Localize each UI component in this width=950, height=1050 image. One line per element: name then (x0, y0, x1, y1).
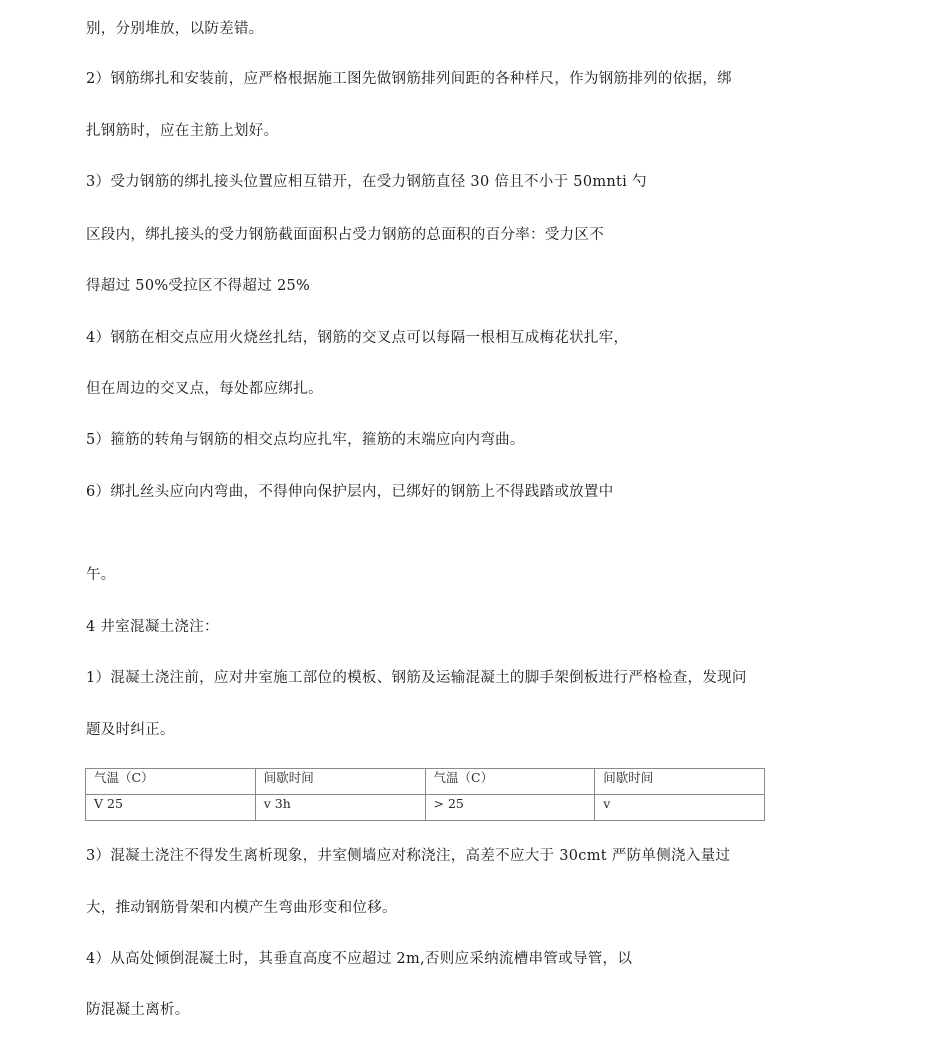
table-cell: V 25 (86, 795, 256, 821)
table-header-cell: 间歇时间 (595, 769, 765, 795)
paragraph-line: 午。 (86, 567, 116, 583)
paragraph-line: 4）从高处倾倒混凝土时，其垂直高度不应超过 2m,否则应采纳流槽串管或导管，以 (86, 951, 633, 967)
paragraph-line: 得超过 50%受拉区不得超过 25% (86, 278, 311, 294)
table-cell: v (595, 795, 765, 821)
temperature-interval-table (85, 768, 765, 821)
table-cell: v 3h (255, 795, 425, 821)
paragraph-line: 区段内，绑扎接头的受力钢筋截面面积占受力钢筋的总面积的百分率：受力区不 (86, 227, 604, 243)
table-header-cell: 间歇时间 (255, 769, 425, 795)
paragraph-line: 大，推动钢筋骨架和内模产生弯曲形变和位移。 (86, 900, 397, 916)
paragraph-line: 6）绑扎丝头应向内弯曲，不得伸向保护层内，已绑好的钢筋上不得践踏或放置中 (86, 484, 614, 500)
table-header-cell: 气温（C） (425, 769, 595, 795)
table-cell: > 25 (425, 795, 595, 821)
paragraph-line: 别，分别堆放，以防差错。 (86, 21, 264, 37)
section-heading: 4 井室混凝土浇注： (86, 619, 219, 635)
table-row (86, 795, 765, 821)
paragraph-line: 4）钢筋在相交点应用火烧丝扎结，钢筋的交叉点可以每隔一根相互成梅花状扎牢， (86, 330, 629, 346)
table-header-row (86, 769, 765, 795)
paragraph-line: 题及时纠正。 (86, 722, 175, 738)
paragraph-line: 防混凝土离析。 (86, 1002, 190, 1018)
paragraph-line: 但在周边的交叉点，每处都应绑扎。 (86, 381, 323, 397)
paragraph-line: 扎钢筋时，应在主筋上划好。 (86, 123, 279, 139)
paragraph-line: 5）箍筋的转角与钢筋的相交点均应扎牢，箍筋的末端应向内弯曲。 (86, 432, 525, 448)
paragraph-line: 3）混凝土浇注不得发生离析现象，井室侧墙应对称浇注，高差不应大于 30cmt 严防单侧浇入量过 (86, 848, 731, 864)
paragraph-line: 1）混凝土浇注前，应对井室施工部位的模板、钢筋及运输混凝土的脚手架倒板进行严格检查，发现问 (86, 670, 747, 686)
paragraph-line: 2）钢筋绑扎和安装前，应严格根据施工图先做钢筋排列间距的各种样尺，作为钢筋排列的依据，绑 (86, 71, 732, 87)
paragraph-line: 3）受力钢筋的绑扎接头位置应相互错开，在受力钢筋直径 30 倍且不小于 50mnti 勺 (86, 174, 647, 190)
table-header-cell: 气温（C） (86, 769, 256, 795)
